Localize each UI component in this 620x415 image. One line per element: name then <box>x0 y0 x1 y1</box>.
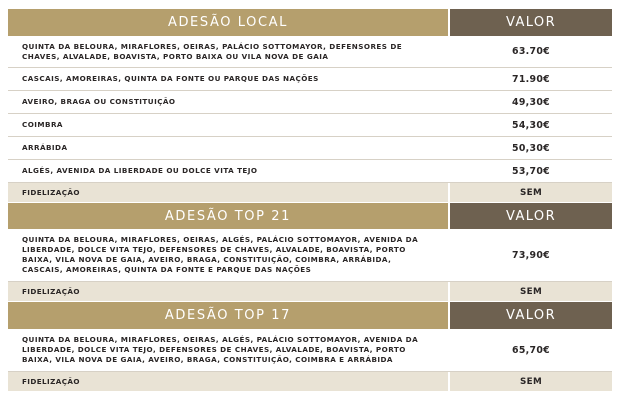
table-row <box>8 68 612 91</box>
locations-cell: QUINTA DA BELOURA, MIRAFLORES, OEIRAS, ALGÉS, PALÁCIO SOTTOMAYOR, AVENIDA DA LIBERDADE, DOLCE VITA TEJO, DEFENSORES DE CHAVES, ALVALADE, BOAVISTA, PORTO BAIXA, VILA NOVA DE GAIA, AVEIRO, BRAGA, CONSTITUIÇÃO, COIMBRA, ARRÁBIDA, CASCAIS, AMOREIRAS, QUINTA DA FONTE E PARQUE DAS NAÇÕES <box>8 229 450 281</box>
locations-cell: CASCAIS, AMOREIRAS, QUINTA DA FONTE OU PARQUE DAS NAÇÕES <box>8 68 450 90</box>
table-row <box>8 114 612 137</box>
table-row <box>8 160 612 183</box>
section-title: ADESÃO TOP 21 <box>8 203 450 229</box>
section-header-local <box>8 9 612 36</box>
locations-cell: ARRÁBIDA <box>8 137 450 159</box>
value-header: VALOR <box>450 9 612 36</box>
loyalty-label: FIDELIZAÇÃO <box>8 372 450 391</box>
loyalty-row <box>8 183 612 203</box>
price-cell: 63.70€ <box>512 46 550 57</box>
section-header-top17 <box>8 302 612 329</box>
price-cell: 49,30€ <box>512 96 550 108</box>
section-title: ADESÃO TOP 17 <box>8 302 450 329</box>
loyalty-label: FIDELIZAÇÃO <box>8 183 450 202</box>
loyalty-value: SEM <box>520 376 542 387</box>
table-row <box>8 91 612 114</box>
locations-cell: AVEIRO, BRAGA OU CONSTITUIÇÃO <box>8 91 450 113</box>
price-cell: 73,90€ <box>512 249 550 261</box>
table-row <box>8 229 612 282</box>
price-cell: 53,70€ <box>512 165 550 177</box>
locations-cell: COIMBRA <box>8 114 450 136</box>
price-cell: 50,30€ <box>512 142 550 154</box>
loyalty-row <box>8 282 612 302</box>
locations-cell: QUINTA DA BELOURA, MIRAFLORES, OEIRAS, PALÁCIO SOTTOMAYOR, DEFENSORES DE CHAVES, ALVALADE, BOAVISTA, PORTO BAIXA OU VILA NOVA DE GAIA <box>8 36 450 67</box>
table-row <box>8 137 612 160</box>
value-header: VALOR <box>450 302 612 329</box>
section-header-top21 <box>8 203 612 229</box>
section-title: ADESÃO LOCAL <box>8 9 450 36</box>
price-cell: 54,30€ <box>512 119 550 131</box>
locations-cell: QUINTA DA BELOURA, MIRAFLORES, OEIRAS, ALGÉS, PALÁCIO SOTTOMAYOR, AVENIDA DA LIBERDADE, DOLCE VITA TEJO, DEFENSORES DE CHAVES, ALVALADE, BOAVISTA, PORTO BAIXA, VILA NOVA DE GAIA, AVEIRO, BRAGA, CONSTITUIÇÃO, COIMBRA E ARRÁBIDA <box>8 329 450 371</box>
pricing-table <box>8 9 612 392</box>
loyalty-row <box>8 372 612 392</box>
table-row <box>8 36 612 68</box>
value-header: VALOR <box>450 203 612 229</box>
price-cell: 65,70€ <box>512 344 550 356</box>
loyalty-value: SEM <box>520 286 542 297</box>
price-cell: 71.90€ <box>512 73 550 85</box>
table-row <box>8 329 612 372</box>
locations-cell: ALGÉS, AVENIDA DA LIBERDADE OU DOLCE VITA TEJO <box>8 160 450 182</box>
loyalty-label: FIDELIZAÇÃO <box>8 282 450 301</box>
loyalty-value: SEM <box>520 187 542 198</box>
